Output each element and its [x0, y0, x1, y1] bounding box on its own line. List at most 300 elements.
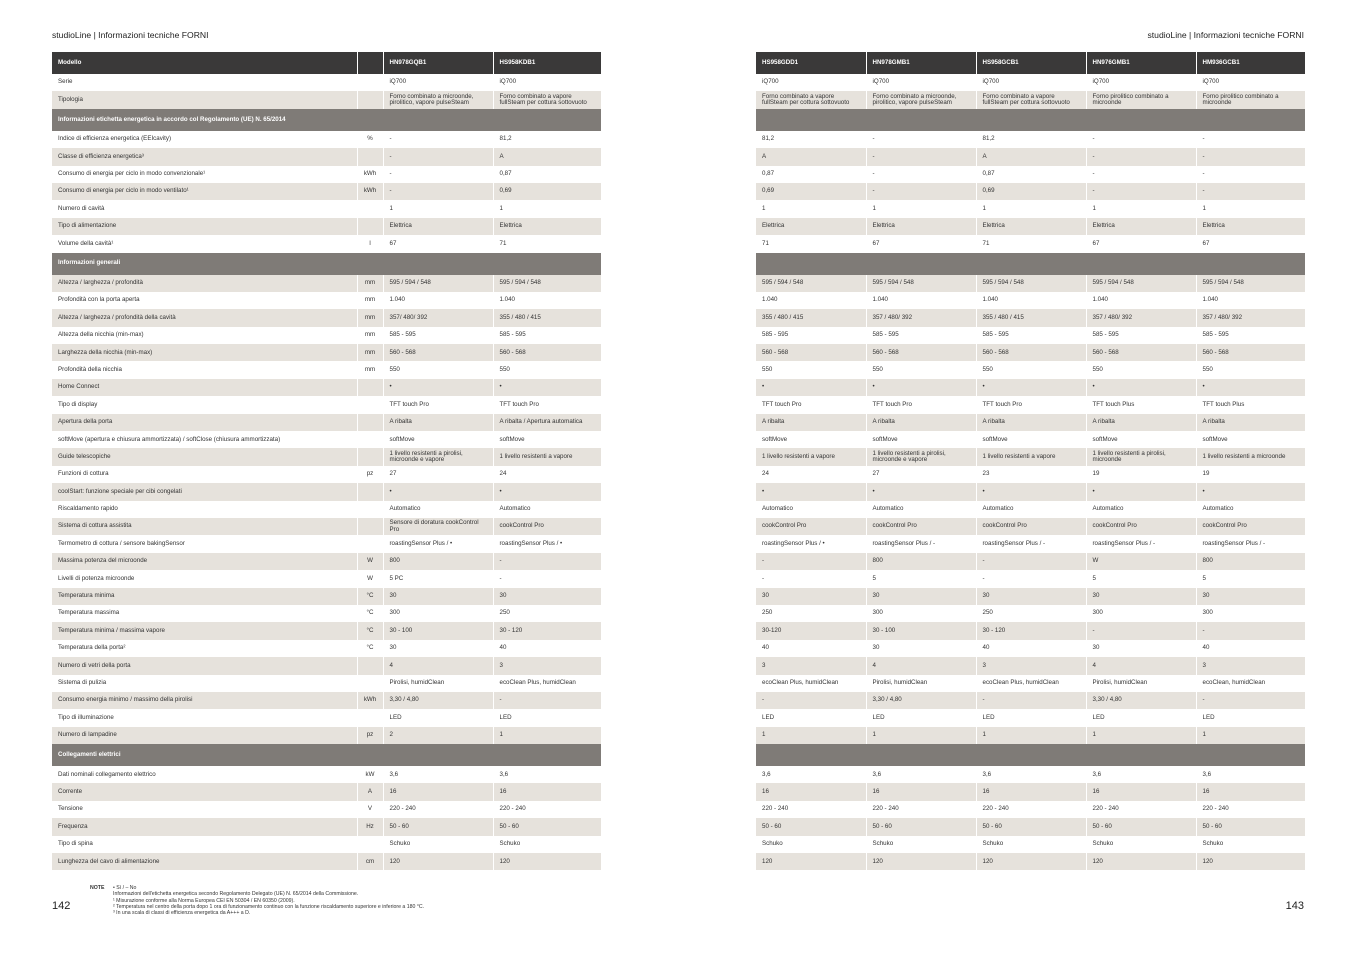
table-row	[52, 131, 601, 148]
cell-value: Automatico	[756, 501, 866, 518]
cell-value: -	[493, 692, 601, 709]
table-row	[52, 675, 601, 692]
cell-value: 71	[976, 235, 1086, 252]
cell-value: 0,87	[976, 166, 1086, 183]
cell-value: 550	[1196, 361, 1305, 378]
cell-value: softMove	[1196, 431, 1305, 448]
cell-value: Elettrica	[493, 218, 601, 235]
cell-value: TFT touch Pro	[756, 396, 866, 413]
cell-value: 30	[1086, 640, 1196, 657]
table-row	[756, 379, 1305, 396]
cell-value: A ribalta	[383, 414, 493, 431]
cell-value: Forno combinato a vapore fullSteam per cottura sottovuoto	[756, 91, 866, 108]
table-row	[52, 588, 601, 605]
cell-value: 250	[976, 605, 1086, 622]
cell-value: -	[383, 131, 493, 148]
note-line: ¹ Misurazione conforme alla Norma Europea CEI EN 50304 / EN 60350 (2009).	[113, 897, 295, 904]
cell-value: -	[383, 148, 493, 165]
table-row	[756, 483, 1305, 500]
cell-value: 585 - 595	[1086, 327, 1196, 344]
cell-value: Automatico	[866, 501, 976, 518]
cell-value: iQ700	[976, 74, 1086, 91]
row-label: Numero di cavità	[52, 200, 357, 217]
cell-value: 1 livello resistenti a vapore	[756, 448, 866, 465]
footnotes	[90, 885, 424, 916]
table-row	[756, 200, 1305, 217]
row-unit: cm	[357, 853, 383, 870]
row-label: Consumo di energia per ciclo in modo ventilato¹	[52, 183, 357, 200]
cell-value: 30	[1196, 588, 1305, 605]
cell-value: 250	[756, 605, 866, 622]
table-row	[52, 166, 601, 183]
cell-value: 1.040	[976, 292, 1086, 309]
table-row	[756, 836, 1305, 853]
table-row	[52, 91, 601, 108]
cell-value: 67	[383, 235, 493, 252]
cell-value: softMove	[756, 431, 866, 448]
row-label: Indice di efficienza energetica (EEIcavity)	[52, 131, 357, 148]
table-row	[52, 414, 601, 431]
cell-value: 1 livello resistenti a pirolisi, microonde	[1086, 448, 1196, 465]
cell-value: 24	[756, 466, 866, 483]
cell-value: 1.040	[493, 292, 601, 309]
cell-value: A ribalta	[866, 414, 976, 431]
cell-value: TFT touch Plus	[1196, 396, 1305, 413]
table-row	[52, 74, 601, 91]
row-unit	[357, 709, 383, 726]
section-title: Collegamenti elettrici	[52, 744, 601, 766]
row-unit: pz	[357, 727, 383, 744]
spec-table-left	[52, 52, 602, 870]
table-row	[756, 692, 1305, 709]
row-label: Numero di lampadine	[52, 727, 357, 744]
cell-value: softMove	[976, 431, 1086, 448]
cell-value: cookControl Pro	[1196, 518, 1305, 535]
cell-value: 120	[756, 853, 866, 870]
table-row	[756, 605, 1305, 622]
cell-value: Forno combinato a microonde, pirolitico, vapore pulseSteam	[383, 91, 493, 108]
row-label: Tipo di alimentazione	[52, 218, 357, 235]
row-label: Livelli di potenza microonde	[52, 570, 357, 587]
cell-value: 40	[493, 640, 601, 657]
cell-value: 357 / 480/ 392	[866, 309, 976, 326]
row-label: Altezza / larghezza / profondità della cavità	[52, 309, 357, 326]
cell-value: 50 - 60	[383, 818, 493, 835]
cell-value: 0,69	[493, 183, 601, 200]
row-unit: °C	[357, 605, 383, 622]
row-unit: mm	[357, 309, 383, 326]
cell-value: A ribalta	[976, 414, 1086, 431]
cell-value: 71	[756, 235, 866, 252]
cell-value: 1 livello resistenti a vapore	[976, 448, 1086, 465]
row-unit	[357, 52, 383, 74]
cell-value: Automatico	[1196, 501, 1305, 518]
row-label: Home Connect	[52, 379, 357, 396]
cell-value: softMove	[383, 431, 493, 448]
cell-value: 120	[976, 853, 1086, 870]
cell-value: -	[383, 166, 493, 183]
cell-value: Schuko	[976, 836, 1086, 853]
cell-value: 3,30 / 4,80	[866, 692, 976, 709]
cell-value: 220 - 240	[1196, 801, 1305, 818]
row-label: Guide telescopiche	[52, 448, 357, 465]
cell-value: 355 / 480 / 415	[976, 309, 1086, 326]
cell-value: 1 livello resistenti a pirolisi, microonde e vapore	[866, 448, 976, 465]
cell-value: 3	[1196, 657, 1305, 674]
section-row	[52, 744, 601, 766]
cell-value: 1	[1196, 727, 1305, 744]
table-row	[756, 622, 1305, 639]
cell-value: 67	[1086, 235, 1196, 252]
cell-value: 30-120	[756, 622, 866, 639]
cell-value: ecoClean Plus, humidClean	[976, 675, 1086, 692]
table-row	[52, 622, 601, 639]
cell-value: HN978GQB1	[383, 52, 493, 74]
row-unit: mm	[357, 275, 383, 292]
cell-value: Forno pirolitico combinato a microonde	[1086, 91, 1196, 108]
cell-value: -	[976, 570, 1086, 587]
cell-value: 585 - 595	[976, 327, 1086, 344]
cell-value: HN978GMB1	[866, 52, 976, 74]
cell-value: A	[493, 148, 601, 165]
cell-value: 1.040	[756, 292, 866, 309]
table-row	[52, 605, 601, 622]
row-label: Tipo di display	[52, 396, 357, 413]
cell-value: -	[756, 570, 866, 587]
cell-value: 19	[1196, 466, 1305, 483]
cell-value: 3,6	[756, 766, 866, 783]
row-unit: kW	[357, 766, 383, 783]
table-row	[52, 344, 601, 361]
cell-value: 3	[976, 657, 1086, 674]
cell-value: 1	[756, 200, 866, 217]
table-row	[756, 396, 1305, 413]
cell-value: -	[866, 131, 976, 148]
row-label: Altezza della nicchia (min-max)	[52, 327, 357, 344]
cell-value: Pirolisi, humidClean	[383, 675, 493, 692]
cell-value: 595 / 594 / 548	[1086, 275, 1196, 292]
row-unit: kWh	[357, 692, 383, 709]
cell-value: •	[493, 379, 601, 396]
cell-value: roastingSensor Plus / -	[1196, 535, 1305, 552]
cell-value: 220 - 240	[383, 801, 493, 818]
cell-value: -	[756, 692, 866, 709]
row-unit	[357, 396, 383, 413]
row-label: Sistema di cottura assistita	[52, 518, 357, 535]
row-label: Classe di efficienza energetica³	[52, 148, 357, 165]
row-unit	[357, 518, 383, 535]
cell-value: 560 - 568	[383, 344, 493, 361]
cell-value: 220 - 240	[493, 801, 601, 818]
row-unit	[357, 448, 383, 465]
table-row	[756, 709, 1305, 726]
cell-value: Schuko	[383, 836, 493, 853]
cell-value: 357/ 480/ 392	[383, 309, 493, 326]
cell-value: 40	[756, 640, 866, 657]
row-label: Consumo di energia per ciclo in modo convenzionale¹	[52, 166, 357, 183]
row-unit: W	[357, 553, 383, 570]
cell-value: 30	[383, 640, 493, 657]
table-row	[756, 183, 1305, 200]
cell-value: 30 - 120	[493, 622, 601, 639]
cell-value: iQ700	[866, 74, 976, 91]
cell-value: •	[1086, 379, 1196, 396]
table-row	[52, 235, 601, 252]
table-row	[52, 657, 601, 674]
row-label: Apertura della porta	[52, 414, 357, 431]
cell-value: 3,30 / 4,80	[383, 692, 493, 709]
cell-value: 30	[866, 588, 976, 605]
cell-value: 595 / 594 / 548	[493, 275, 601, 292]
cell-value: A	[976, 148, 1086, 165]
cell-value: 30	[976, 588, 1086, 605]
table-row	[52, 292, 601, 309]
row-label: Numero di vetri della porta	[52, 657, 357, 674]
cell-value: 1.040	[866, 292, 976, 309]
cell-value: •	[1196, 379, 1305, 396]
note-line: • Sì / – No	[113, 885, 137, 891]
cell-value: 595 / 594 / 548	[866, 275, 976, 292]
cell-value: -	[866, 148, 976, 165]
cell-value: -	[1196, 692, 1305, 709]
cell-value: 560 - 568	[1086, 344, 1196, 361]
cell-value: TFT touch Pro	[866, 396, 976, 413]
row-unit: mm	[357, 344, 383, 361]
cell-value: TFT touch Pro	[383, 396, 493, 413]
table-row	[52, 535, 601, 552]
cell-value: ecoClean, humidClean	[1196, 675, 1305, 692]
cell-value: Automatico	[1086, 501, 1196, 518]
cell-value: cookControl Pro	[1086, 518, 1196, 535]
table-row	[52, 431, 601, 448]
cell-value: A ribalta	[1086, 414, 1196, 431]
cell-value: -	[1196, 166, 1305, 183]
row-unit: W	[357, 570, 383, 587]
cell-value: 30	[383, 588, 493, 605]
cell-value: 16	[383, 783, 493, 800]
cell-value: Forno combinato a microonde, pirolitico, vapore pulseSteam	[866, 91, 976, 108]
cell-value: 300	[866, 605, 976, 622]
table-row	[52, 309, 601, 326]
row-unit: mm	[357, 361, 383, 378]
row-unit: °C	[357, 640, 383, 657]
cell-value: LED	[1086, 709, 1196, 726]
table-row	[52, 692, 601, 709]
table-row	[756, 91, 1305, 108]
cell-value: -	[1086, 622, 1196, 639]
row-label: Serie	[52, 74, 357, 91]
cell-value: TFT touch Pro	[493, 396, 601, 413]
cell-value: 3,6	[1196, 766, 1305, 783]
table-row	[52, 801, 601, 818]
cell-value: 67	[1196, 235, 1305, 252]
table-row	[52, 148, 601, 165]
cell-value: Elettrica	[383, 218, 493, 235]
cell-value: 1	[756, 727, 866, 744]
section-row	[756, 744, 1305, 766]
cell-value: LED	[383, 709, 493, 726]
note-line: Informazioni dell'etichetta energetica secondo Regolamento Delegato (UE) N. 65/2014 della Commissione.	[113, 891, 359, 898]
cell-value: A ribalta	[756, 414, 866, 431]
cell-value: •	[976, 379, 1086, 396]
cell-value: roastingSensor Plus / -	[976, 535, 1086, 552]
cell-value: 16	[866, 783, 976, 800]
section-spacer	[756, 253, 1305, 275]
row-label: Funzioni di cottura	[52, 466, 357, 483]
cell-value: 27	[866, 466, 976, 483]
cell-value: •	[1196, 483, 1305, 500]
cell-value: 1	[976, 200, 1086, 217]
notes-lines	[113, 885, 424, 916]
table-row	[756, 414, 1305, 431]
row-label: Massima potenza del microonde	[52, 553, 357, 570]
cell-value: 595 / 594 / 548	[756, 275, 866, 292]
cell-value: 585 - 595	[756, 327, 866, 344]
table-row	[756, 801, 1305, 818]
section-row	[52, 109, 601, 131]
table-row	[52, 396, 601, 413]
cell-value: Schuko	[493, 836, 601, 853]
cell-value: Automatico	[493, 501, 601, 518]
cell-value: cookControl Pro	[493, 518, 601, 535]
note-line: ² Temperatura nel centro della porta dopo 1 ora di funzionamento continuo con la funzione riscaldamento superiore e inferiore a 180 °C.	[113, 903, 425, 910]
table-row	[52, 379, 601, 396]
table-row	[52, 570, 601, 587]
cell-value: 300	[1196, 605, 1305, 622]
cell-value: 0,69	[976, 183, 1086, 200]
row-label: Termometro di cottura / sensore bakingSensor	[52, 535, 357, 552]
table-row	[52, 727, 601, 744]
cell-value: 250	[493, 605, 601, 622]
table-row	[756, 535, 1305, 552]
cell-value: -	[1196, 148, 1305, 165]
section-spacer	[756, 744, 1305, 766]
row-label: Frequenza	[52, 818, 357, 835]
cell-value: softMove	[493, 431, 601, 448]
cell-value: 3,6	[866, 766, 976, 783]
cell-value: 560 - 568	[976, 344, 1086, 361]
table-row	[756, 466, 1305, 483]
cell-value: 40	[1196, 640, 1305, 657]
row-label: Consumo energia minimo / massimo della pirolisi	[52, 692, 357, 709]
table-row	[756, 148, 1305, 165]
table-row	[756, 657, 1305, 674]
table-row	[756, 309, 1305, 326]
cell-value: Elettrica	[866, 218, 976, 235]
cell-value: Sensore di doratura cookControl Pro	[383, 518, 493, 535]
row-label: Riscaldamento rapido	[52, 501, 357, 518]
row-unit	[357, 200, 383, 217]
row-unit	[357, 91, 383, 108]
cell-value: -	[866, 183, 976, 200]
table-row	[756, 218, 1305, 235]
row-unit: %	[357, 131, 383, 148]
cell-value: 3	[756, 657, 866, 674]
cell-value: 1	[976, 727, 1086, 744]
cell-value: 30	[1086, 588, 1196, 605]
table-row	[756, 501, 1305, 518]
table-row	[756, 553, 1305, 570]
row-unit: kWh	[357, 166, 383, 183]
cell-value: 550	[756, 361, 866, 378]
row-label: Temperatura minima	[52, 588, 357, 605]
table-row	[52, 836, 601, 853]
row-unit: l	[357, 235, 383, 252]
cell-value: 1	[866, 200, 976, 217]
cell-value: •	[976, 483, 1086, 500]
cell-value: softMove	[866, 431, 976, 448]
row-label: Profondità con la porta aperta	[52, 292, 357, 309]
cell-value: 81,2	[756, 131, 866, 148]
cell-value: 800	[383, 553, 493, 570]
row-unit	[357, 379, 383, 396]
cell-value: 560 - 568	[756, 344, 866, 361]
cell-value: Elettrica	[756, 218, 866, 235]
cell-value: 585 - 595	[1196, 327, 1305, 344]
cell-value: HN976GMB1	[1086, 52, 1196, 74]
table-row	[756, 448, 1305, 465]
cell-value: 800	[866, 553, 976, 570]
cell-value: 67	[866, 235, 976, 252]
cell-value: 120	[1086, 853, 1196, 870]
cell-value: HS958GCB1	[976, 52, 1086, 74]
cell-value: 5 PC	[383, 570, 493, 587]
row-label: Larghezza della nicchia (min-max)	[52, 344, 357, 361]
cell-value: 1 livello resistenti a vapore	[493, 448, 601, 465]
cell-value: -	[1086, 166, 1196, 183]
row-unit	[357, 657, 383, 674]
cell-value: 5	[866, 570, 976, 587]
cell-value: 30 - 100	[866, 622, 976, 639]
cell-value: -	[866, 166, 976, 183]
section-row	[756, 253, 1305, 275]
row-unit: °C	[357, 622, 383, 639]
cell-value: 550	[976, 361, 1086, 378]
row-unit: mm	[357, 327, 383, 344]
cell-value: -	[1196, 183, 1305, 200]
cell-value: 120	[1196, 853, 1305, 870]
cell-value: 3	[493, 657, 601, 674]
cell-value: Schuko	[756, 836, 866, 853]
table-row	[52, 483, 601, 500]
cell-value: -	[756, 553, 866, 570]
cell-value: 3,30 / 4,80	[1086, 692, 1196, 709]
table-row	[52, 766, 601, 783]
cell-value: cookControl Pro	[756, 518, 866, 535]
table-row	[52, 200, 601, 217]
cell-value: 1.040	[383, 292, 493, 309]
table-row	[756, 675, 1305, 692]
cell-value: 1.040	[1196, 292, 1305, 309]
table-row	[756, 570, 1305, 587]
row-unit	[357, 218, 383, 235]
table-row	[756, 853, 1305, 870]
table-row	[52, 218, 601, 235]
cell-value: 560 - 568	[866, 344, 976, 361]
row-label: Temperatura massima	[52, 605, 357, 622]
cell-value: 2	[383, 727, 493, 744]
cell-value: 560 - 568	[1196, 344, 1305, 361]
table-row	[52, 853, 601, 870]
cell-value: TFT touch Plus	[1086, 396, 1196, 413]
cell-value: HS958KDB1	[493, 52, 601, 74]
cell-value: 550	[1086, 361, 1196, 378]
cell-value: W	[1086, 553, 1196, 570]
cell-value: Forno pirolitico combinato a microonde	[1196, 91, 1305, 108]
cell-value: 585 - 595	[866, 327, 976, 344]
cell-value: 5	[1086, 570, 1196, 587]
cell-value: Automatico	[383, 501, 493, 518]
